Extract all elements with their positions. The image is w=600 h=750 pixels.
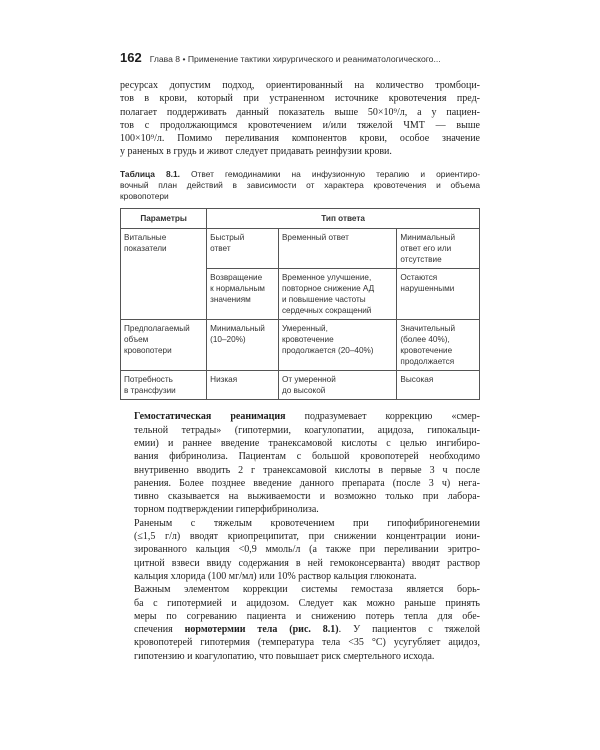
paragraph-cryoprecipitate xyxy=(120,517,480,583)
term-hemostatic-resuscitation: Гемостатическая реанимация xyxy=(134,411,286,423)
table-cell: Временный ответ xyxy=(278,229,396,269)
text-line: Важным элементом коррекции системы гемостаза является борь- xyxy=(134,584,480,596)
table-cell: Временное улучшение, повторное снижение АД и повышение частоты сердечных сокращений xyxy=(278,269,396,320)
text-line: кровопотерей гипотермия (температура тела <35 °С) усугубляет ацидоз, xyxy=(134,637,480,649)
text-line: емии) и раннее введение транексамовой кислоты с целью ингибиро- xyxy=(134,437,480,449)
table-cell: Витальные показатели xyxy=(121,229,207,320)
text-line: тов в крови, который при устраненном источнике кровотечения пред- xyxy=(120,93,480,105)
paragraph-hemostatic-resuscitation: Гемостатическая реанимация подразумевает коррекцию «смер- тельной тетрады» (гипотермии, коагулопатии, ацидоза, гипокальци- емии) и раннее введение транексамовой кислоты с целью ингибиро- вания фибринолиза. Пациентам с большой кровопотерей необходимо внутривенно вводить 2 г транексамовой кислоты в первые 3 ч после ранения. Более позднее введение данного препарата (после 3 ч) нега- тивно сказывается на выживаемости и возможно только при лабора- торном подтверждении гиперфибринолиза. xyxy=(120,410,480,516)
table-cell: Минимальный ответ его или отсутствие xyxy=(397,229,480,269)
text-line: (≤1,5 г/л) вводят криопреципитат, при снижении концентрации иони- xyxy=(134,531,480,543)
running-title: Глава 8 • Применение тактики хирургического и реаниматологического... xyxy=(149,54,441,64)
text-line: тельной тетрады» (гипотермии, коагулопатии, ацидоза, гипокальци- xyxy=(134,424,480,436)
table-cell: Значительный (более 40%), кровотечение продолжается xyxy=(397,320,480,371)
table-cell: Минимальный (10–20%) xyxy=(207,320,279,371)
text-line: тов с продолжающимся кровотечением и/или тяжелой ЧМТ — выше xyxy=(120,119,480,131)
text-line: гипотензию и коагулопатию, что повышает риск смертельного исхода. xyxy=(134,650,435,662)
paragraph-hypothermia xyxy=(120,583,480,663)
text-line: внутривенно вводить 2 г транексамовой кислоты в первые 3 ч после xyxy=(134,464,480,476)
table-caption xyxy=(120,169,480,203)
header-params: Параметры xyxy=(121,209,207,229)
text-line: цитной взвеси ввиду содержания в ней гемоконсерванта) вводят раствор xyxy=(134,557,480,569)
text-line: ранения. Более позднее введение данного препарата (после 3 ч) нега- xyxy=(134,477,480,489)
table-row xyxy=(121,320,480,371)
table-cell: От умеренной до высокой xyxy=(278,371,396,400)
table-cell: Остаются нарушенными xyxy=(397,269,480,320)
text-line: у раненых в грудь и живот следует придавать реинфузии крови. xyxy=(120,146,392,158)
table-cell: Быстрый ответ xyxy=(207,229,279,269)
text-line: ба с гипотермией и ацидозом. Следует как можно раньше принять xyxy=(134,597,480,609)
text-line: зированного кальция <0,9 ммоль/л (а также при переливании эритро- xyxy=(134,544,480,556)
header-response-type: Тип ответа xyxy=(207,209,480,229)
table-cell: Возвращение к нормальным значениям xyxy=(207,269,279,320)
text-line: меры по согреванию пациента и снижению потерь тепла для обе- xyxy=(134,610,480,622)
text-line: Раненым с тяжелым кровотечением при гипофибриногенемии xyxy=(134,517,480,529)
text-line: тивно сказывается на выживаемости и возможно только при лабора- xyxy=(134,491,480,503)
table-caption-text: кровопотери xyxy=(120,191,169,202)
hemodynamic-response-table xyxy=(120,208,480,400)
table-row xyxy=(121,371,480,400)
running-header xyxy=(120,50,480,65)
table-cell: Высокая xyxy=(397,371,480,400)
table-caption-label: Таблица 8.1. xyxy=(120,168,180,179)
paragraph-platelets xyxy=(120,79,480,159)
page-number: 162 xyxy=(120,50,142,65)
text-line: 100×10⁹/л. Помимо переливания компонентов крови, особое значение xyxy=(120,133,480,145)
table-cell: Умеренный, кровотечение продолжается (20–40%) xyxy=(278,320,396,371)
table-caption-text: Ответ гемодинамики на инфузионную терапию и ориентиро- xyxy=(191,168,481,179)
text-line: спечения нормотермии тела (рис. 8.1). У пациентов с тяжелой xyxy=(134,624,480,636)
text-line: вания фибринолиза. Пациентам с большой кровопотерей необходимо xyxy=(134,451,480,463)
term-normothermia: нормотермии тела (рис. 8.1) xyxy=(184,624,339,636)
table-cell: Низкая xyxy=(207,371,279,400)
text-line: торном подтверждении гиперфибринолиза. xyxy=(134,504,319,516)
book-page xyxy=(120,50,480,663)
text-line: ресурсах допустим подход, ориентированный на количество тромбоци- xyxy=(120,80,480,91)
table-cell: Потребность в трансфузии xyxy=(121,371,207,400)
table-row xyxy=(121,229,480,269)
table-caption-text: вочный план действий в зависимости от характера кровотечения и объема xyxy=(120,179,480,190)
text-line: кальция хлорида (100 мг/мл) или 10% раствор кальция глюконата. xyxy=(134,570,417,582)
text-line: полагает поддерживать данный показатель выше 50×10⁹/л, а у пациен- xyxy=(120,106,480,118)
table-cell: Предполагаемый объем кровопотери xyxy=(121,320,207,371)
